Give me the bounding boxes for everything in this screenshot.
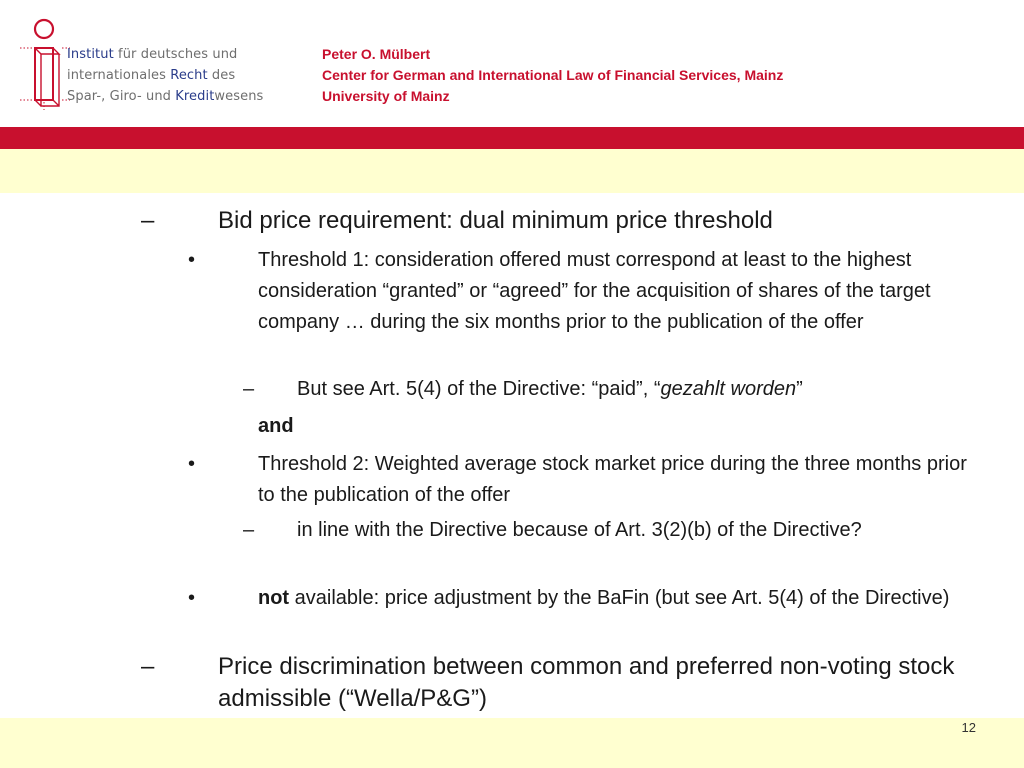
list-item-text: Threshold 2: Weighted average stock market price during the three months prior to the publication of the offer — [258, 453, 967, 506]
bullet-marker: • — [188, 453, 196, 475]
text-part: But see Art. 5(4) of the Directive: “paid”, “ — [297, 378, 661, 400]
header-cream-band — [0, 149, 1024, 193]
university-name: University of Mainz — [322, 88, 450, 104]
and-connector: and — [258, 415, 294, 437]
text-part: ” — [796, 378, 803, 400]
list-item-text: Threshold 1: consideration offered must correspond at least to the highest consideration “granted” or “agreed” for the acquisition of shares of the target company … during the six months prior to the publication of the offer — [258, 249, 931, 333]
institute-name — [67, 44, 263, 107]
slide-body — [0, 193, 1024, 718]
list-item-text: Price discrimination between common and preferred non-voting stock admissible (“Wella/P&G”) — [218, 653, 955, 712]
institute-emblem-icon — [18, 18, 70, 110]
logo-text-line3c: wesens — [214, 89, 264, 104]
list-item-text — [258, 583, 974, 614]
logo-word-recht: Recht — [170, 68, 208, 83]
dash-marker: – — [141, 207, 155, 234]
dash-marker: – — [243, 519, 255, 541]
logo-text-line2c: des — [207, 68, 236, 83]
dash-marker: – — [243, 378, 255, 400]
logo-text-line1: für deutsches und — [113, 47, 238, 62]
center-name: Center for German and International Law of Financial Services, Mainz — [322, 67, 784, 83]
header-red-band — [0, 127, 1024, 149]
list-item-text: in line with the Directive because of Art. 3(2)(b) of the Directive? — [297, 519, 862, 541]
logo-text-line2a: internationales — [67, 68, 171, 83]
text-part: available: price adjustment by the BaFin (but see Art. 5(4) of the Directive) — [289, 587, 950, 609]
footer-band — [0, 718, 1024, 768]
author-name: Peter O. Mülbert — [322, 46, 431, 62]
bullet-marker: • — [188, 587, 196, 609]
list-item-text: Bid price requirement: dual minimum price threshold — [218, 207, 773, 234]
logo-text-line3a: Spar-, Giro- und — [67, 89, 176, 104]
dash-marker: – — [141, 653, 155, 680]
logo-word-kredit: Kredit — [175, 89, 215, 104]
logo-word-institut: Institut — [67, 47, 114, 62]
presenter-info — [322, 44, 783, 107]
list-item-text — [297, 374, 937, 405]
bold-term: not — [258, 587, 290, 609]
bullet-marker: • — [188, 249, 196, 271]
slide-header — [0, 0, 1024, 127]
page-number: 12 — [961, 720, 976, 735]
italic-term: gezahlt worden — [660, 378, 797, 400]
